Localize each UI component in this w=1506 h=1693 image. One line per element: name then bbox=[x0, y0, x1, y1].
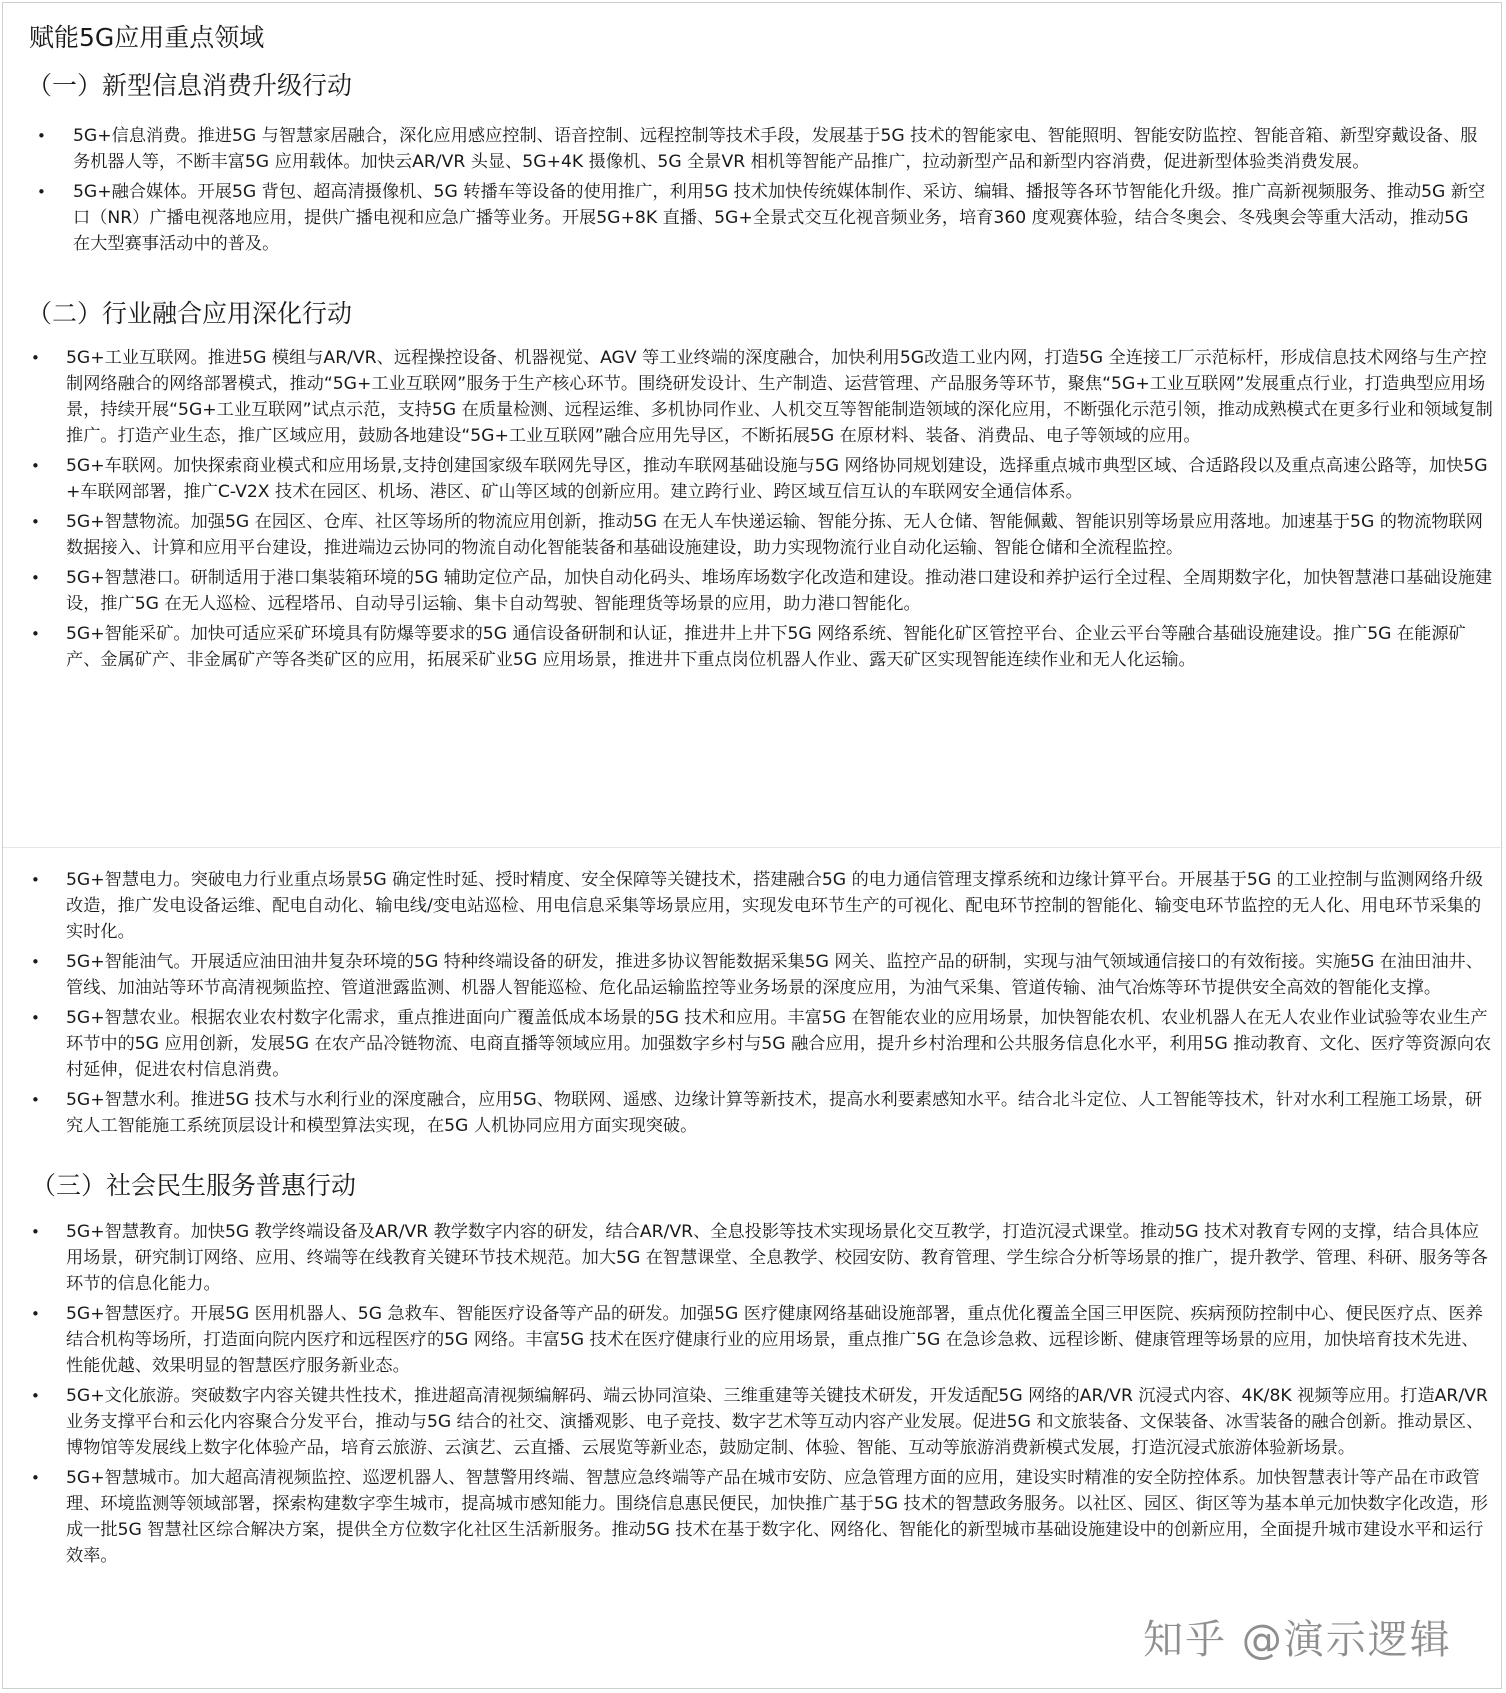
bullet-icon: • bbox=[31, 625, 40, 643]
list-item: • 5G+智能油气。开展适应油田油井复杂环境的5G 特种终端设备的研发，推进多协议智能数据采集5G 网关、监控产品的研制，实现与油气领域通信接口的有效衔接。实施5G 在油田油井、管线、加油站等环节高清视频监控、管道泄露监测、机器人智能巡检、危化品运输监控等业务场景的深度应用，为油气采集、管道传输、油气冶炼等环节提供安全高效的智能化支撑。 bbox=[31, 949, 1495, 1001]
bullet-icon: • bbox=[31, 953, 40, 971]
section-2-list-continued bbox=[31, 867, 1495, 1143]
document-title: 赋能5G应用重点领域 bbox=[29, 23, 265, 52]
bullet-icon: • bbox=[31, 349, 40, 367]
bullet-icon: • bbox=[31, 1469, 40, 1487]
list-item: • 5G+智慧城市。加大超高清视频监控、巡逻机器人、智慧警用终端、智慧应急终端等产品在城市安防、应急管理方面的应用，建设实时精准的安全防控体系。加快智慧表计等产品在市政管理、环境监测等领域部署，探索构建数字孪生城市，提高城市感知能力。围绕信息惠民便民，加快推广基于5G 技术的智慧政务服务。以社区、园区、街区等为基本单元加快数字化改造，形成一批5G 智慧社区综合解决方案，提供全方位数字化社区生活新服务。推动5G 技术在基于数字化、网络化、智能化的新型城市基础设施建设中的创新应用，全面提升城市建设水平和运行效率。 bbox=[31, 1465, 1495, 1569]
list-item: • 5G+智慧医疗。开展5G 医用机器人、5G 急救车、智能医疗设备等产品的研发。加强5G 医疗健康网络基础设施部署，重点优化覆盖全国三甲医院、疾病预防控制中心、便民医疗点、医养结合机构等场所，打造面向院内医疗和远程医疗的5G 网络。丰富5G 技术在医疗健康行业的应用场景，重点推广5G 在急诊急救、远程诊断、健康管理等场景的应用，加快培育技术先进、性能优越、效果明显的智慧医疗服务新业态。 bbox=[31, 1301, 1495, 1379]
list-item: • 5G+车联网。加快探索商业模式和应用场景,支持创建国家级车联网先导区，推动车联网基础设施与5G 网络协同规划建设，选择重点城市典型区域、合适路段以及重点高速公路等，加快5G+车联网部署，推广C-V2X 技术在园区、机场、港区、矿山等区域的创新应用。建立跨行业、跨区域互信互认的车联网安全通信体系。 bbox=[31, 453, 1495, 505]
list-item: • 5G+智慧物流。加强5G 在园区、仓库、社区等场所的物流应用创新，推动5G 在无人车快递运输、智能分拣、无人仓储、智能佩戴、智能识别等场景应用落地。加速基于5G 的物流物联网数据接入、计算和应用平台建设，推进端边云协同的物流自动化智能装备和基础设施建设，助力实现物流行业自动化运输、智能仓储和全流程监控。 bbox=[31, 509, 1495, 561]
list-item: • 5G+智能采矿。加快可适应采矿环境具有防爆等要求的5G 通信设备研制和认证，推进井上井下5G 网络系统、智能化矿区管控平台、企业云平台等融合基础设施建设。推广5G 在能源矿产、金属矿产、非金属矿产等各类矿区的应用，拓展采矿业5G 应用场景，推进井下重点岗位机器人作业、露天矿区实现智能连续作业和无人化运输。 bbox=[31, 621, 1495, 673]
list-item: • 5G+智慧教育。加快5G 教学终端设备及AR/VR 教学数字内容的研发，结合AR/VR、全息投影等技术实现场景化交互教学，打造沉浸式课堂。推动5G 技术对教育专网的支撑，结合具体应用场景，研究制订网络、应用、终端等在线教育关键环节技术规范。加大5G 在智慧课堂、全息教学、校园安防、教育管理、学生综合分析等场景的推广，提升教学、管理、科研、服务等各环节的信息化能力。 bbox=[31, 1219, 1495, 1297]
bullet-icon: • bbox=[31, 1223, 40, 1241]
section-heading-2: （二）行业融合应用深化行动 bbox=[27, 299, 353, 328]
list-item: • 5G+文化旅游。突破数字内容关键共性技术，推进超高清视频编解码、端云协同渲染、三维重建等关键技术研发，开发适配5G 网络的AR/VR 沉浸式内容、4K/8K 视频等应用。打造AR/VR 业务支撑平台和云化内容聚合分发平台，推动与5G 结合的社交、演播观影、电子竞技、数字艺术等互动内容产业发展。促进5G 和文旅装备、文保装备、冰雪装备的融合创新。推动景区、博物馆等发展线上数字化体验产品，培育云旅游、云演艺、云直播、云展览等新业态，鼓励定制、体验、智能、互动等旅游消费新模式发展，打造沉浸式旅游体验新场景。 bbox=[31, 1383, 1495, 1461]
section-heading-1: （一）新型信息消费升级行动 bbox=[27, 71, 353, 100]
section-1-list bbox=[37, 123, 1489, 261]
bullet-icon: • bbox=[31, 1009, 40, 1027]
watermark: 知乎 @演示逻辑 bbox=[1143, 1617, 1452, 1663]
list-item: • 5G+智慧水利。推进5G 技术与水利行业的深度融合，应用5G、物联网、遥感、边缘计算等新技术，提高水利要素感知水平。结合北斗定位、人工智能等技术，针对水利工程施工场景，研究人工智能施工系统顶层设计和模型算法实现，在5G 人机协同应用方面实现突破。 bbox=[31, 1087, 1495, 1139]
section-heading-3: （三）社会民生服务普惠行动 bbox=[31, 1171, 357, 1200]
list-item: • 5G+工业互联网。推进5G 模组与AR/VR、远程操控设备、机器视觉、AGV 等工业终端的深度融合，加快利用5G改造工业内网，打造5G 全连接工厂示范标杆，形成信息技术网络与生产控制网络融合的网络部署模式，推动“5G+工业互联网”服务于生产核心环节。围绕研发设计、生产制造、运营管理、产品服务等环节，聚焦“5G+工业互联网”发展重点行业，打造典型应用场景，持续开展“5G+工业互联网”试点示范，支持5G 在质量检测、远程运维、多机协同作业、人机交互等智能制造领域的深化应用，不断强化示范引领，推动成熟模式在更多行业和领域复制推广。打造产业生态，推广区域应用，鼓励各地建设“5G+工业互联网”融合应用先导区，不断拓展5G 在原材料、装备、消费品、电子等领域的应用。 bbox=[31, 345, 1495, 449]
bullet-icon: • bbox=[31, 513, 40, 531]
bullet-icon: • bbox=[31, 1091, 40, 1109]
bullet-icon: • bbox=[31, 1387, 40, 1405]
section-2-list bbox=[31, 345, 1495, 677]
list-item: • 5G+智慧港口。研制适用于港口集装箱环境的5G 辅助定位产品，加快自动化码头、堆场库场数字化改造和建设。推动港口建设和养护运行全过程、全周期数字化，加快智慧港口基础设施建设，推广5G 在无人巡检、远程塔吊、自动导引运输、集卡自动驾驶、智能理货等场景的应用，助力港口智能化。 bbox=[31, 565, 1495, 617]
bullet-icon: • bbox=[31, 457, 40, 475]
list-item: • 5G+信息消费。推进5G 与智慧家居融合，深化应用感应控制、语音控制、远程控制等技术手段，发展基于5G 技术的智能家电、智能照明、智能安防监控、智能音箱、新型穿戴设备、服务机器人等，不断丰富5G 应用载体。加快云AR/VR 头显、5G+4K 摄像机、5G 全景VR 相机等智能产品推广，拉动新型产品和新型内容消费，促进新型体验类消费发展。 bbox=[37, 123, 1489, 175]
bullet-icon: • bbox=[37, 183, 46, 201]
document-page bbox=[2, 2, 1502, 1689]
list-item: • 5G+融合媒体。开展5G 背包、超高清摄像机、5G 转播车等设备的使用推广，利用5G 技术加快传统媒体制作、采访、编辑、播报等各环节智能化升级。推广高新视频服务、推动5G 新空口（NR）广播电视落地应用，提供广播电视和应急广播等业务。开展5G+8K 直播、5G+全景式交互化视音频业务，培育360 度观赛体验，结合冬奥会、冬残奥会等重大活动，推动5G 在大型赛事活动中的普及。 bbox=[37, 179, 1489, 257]
section-3-list bbox=[31, 1219, 1495, 1573]
bullet-icon: • bbox=[31, 1305, 40, 1323]
page-divider bbox=[3, 847, 1503, 848]
list-item: • 5G+智慧电力。突破电力行业重点场景5G 确定性时延、授时精度、安全保障等关键技术，搭建融合5G 的电力通信管理支撑系统和边缘计算平台。开展基于5G 的工业控制与监测网络升级改造，推广发电设备运维、配电自动化、输电线/变电站巡检、用电信息采集等场景应用，实现发电环节生产的可视化、配电环节控制的智能化、输变电环节监控的无人化、用电环节采集的实时化。 bbox=[31, 867, 1495, 945]
bullet-icon: • bbox=[31, 871, 40, 889]
list-item: • 5G+智慧农业。根据农业农村数字化需求，重点推进面向广覆盖低成本场景的5G 技术和应用。丰富5G 在智能农业的应用场景，加快智能农机、农业机器人在无人农业作业试验等农业生产环节中的5G 应用创新，发展5G 在农产品冷链物流、电商直播等领域应用。加强数字乡村与5G 融合应用，提升乡村治理和公共服务信息化水平，利用5G 推动教育、文化、医疗等资源向农村延伸，促进农村信息消费。 bbox=[31, 1005, 1495, 1083]
bullet-icon: • bbox=[31, 569, 40, 587]
bullet-icon: • bbox=[37, 127, 46, 145]
